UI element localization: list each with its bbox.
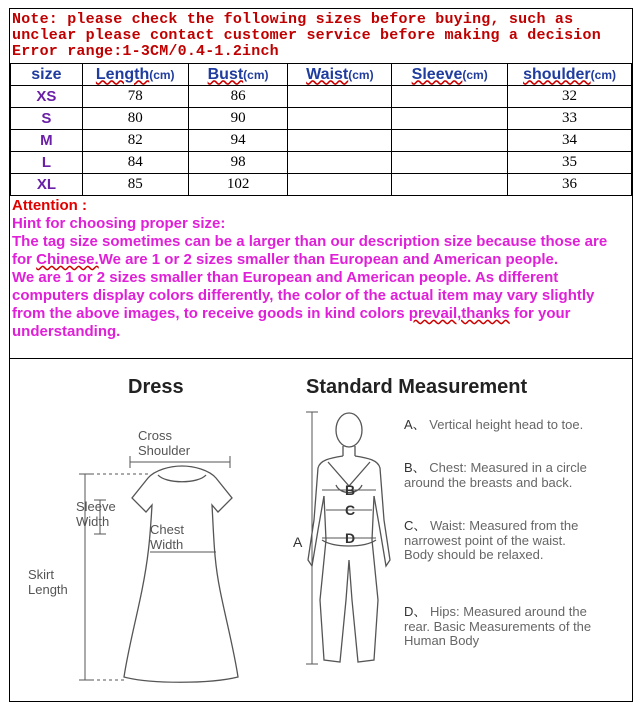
cell-shoulder: 36: [508, 174, 632, 196]
cell-bust: 86: [188, 86, 288, 108]
dress-outline-icon: [124, 466, 238, 682]
cell-length: 78: [82, 86, 188, 108]
measurement-item: A、 Vertical height head to toe.: [404, 417, 584, 432]
header-shoulder: shoulder(cm): [508, 64, 632, 86]
cell-size: L: [11, 152, 83, 174]
marker-b: B: [345, 482, 356, 498]
note-line-3: Error range:1-3CM/0.4-1.2inch: [12, 43, 279, 60]
cell-length: 82: [82, 130, 188, 152]
standard-title: Standard Measurement: [306, 376, 528, 398]
header-waist: Waist(cm): [288, 64, 392, 86]
marker-a: A: [293, 534, 303, 550]
header-length: Length(cm): [82, 64, 188, 86]
dress-measure-lines: [79, 456, 230, 680]
label-sleeve-width: Sleeve Width: [76, 499, 116, 529]
cell-shoulder: 35: [508, 152, 632, 174]
note-line-1: Note: please check the following sizes before buying, such as: [12, 11, 574, 28]
measurement-item: C、 Waist: Measured from the narrowest point of the waist. Body should be relaxed.: [404, 518, 579, 562]
label-skirt-length: Skirt Length: [28, 567, 68, 597]
hint-paragraph-2: We are 1 or 2 sizes smaller than European and American people. As different computers display colors differently, the color of the actual item may vary slightly from the above images, to receive goods in kind colors prevail,thanks for your understanding.: [12, 269, 595, 340]
measurement-item: D、 Hips: Measured around the rear. Basic Measurements of the Human Body: [404, 604, 592, 648]
label-cross-shoulder: Cross Shoulder: [138, 428, 191, 458]
dress-title: Dress: [128, 376, 184, 398]
cell-bust: 94: [188, 130, 288, 152]
marker-d: D: [345, 530, 356, 546]
attention-heading: Attention :: [12, 197, 87, 214]
note-line-2: unclear please contact customer service before making a decision: [12, 27, 601, 44]
cell-bust: 102: [188, 174, 288, 196]
cell-shoulder: 33: [508, 108, 632, 130]
header-size: size: [11, 64, 83, 86]
header-bust: Bust(cm): [188, 64, 288, 86]
cell-size: XS: [11, 86, 83, 108]
cell-size: S: [11, 108, 83, 130]
measurement-item: B、 Chest: Measured in a circle around the breasts and back.: [404, 460, 587, 490]
cell-size: M: [11, 130, 83, 152]
cell-shoulder: 32: [508, 86, 632, 108]
marker-c: C: [345, 502, 356, 518]
hint-title: Hint for choosing proper size:: [12, 215, 226, 232]
cell-shoulder: 34: [508, 130, 632, 152]
cell-length: 85: [82, 174, 188, 196]
hint-paragraph-1: The tag size sometimes can be a larger than our description size because those are for Chinese.We are 1 or 2 sizes smaller than European and American people.: [12, 233, 608, 268]
label-chest-width: Chest Width: [150, 522, 184, 552]
cell-bust: 98: [188, 152, 288, 174]
cell-length: 80: [82, 108, 188, 130]
header-sleeve: Sleeve(cm): [392, 64, 508, 86]
cell-length: 84: [82, 152, 188, 174]
cell-bust: 90: [188, 108, 288, 130]
cell-size: XL: [11, 174, 83, 196]
